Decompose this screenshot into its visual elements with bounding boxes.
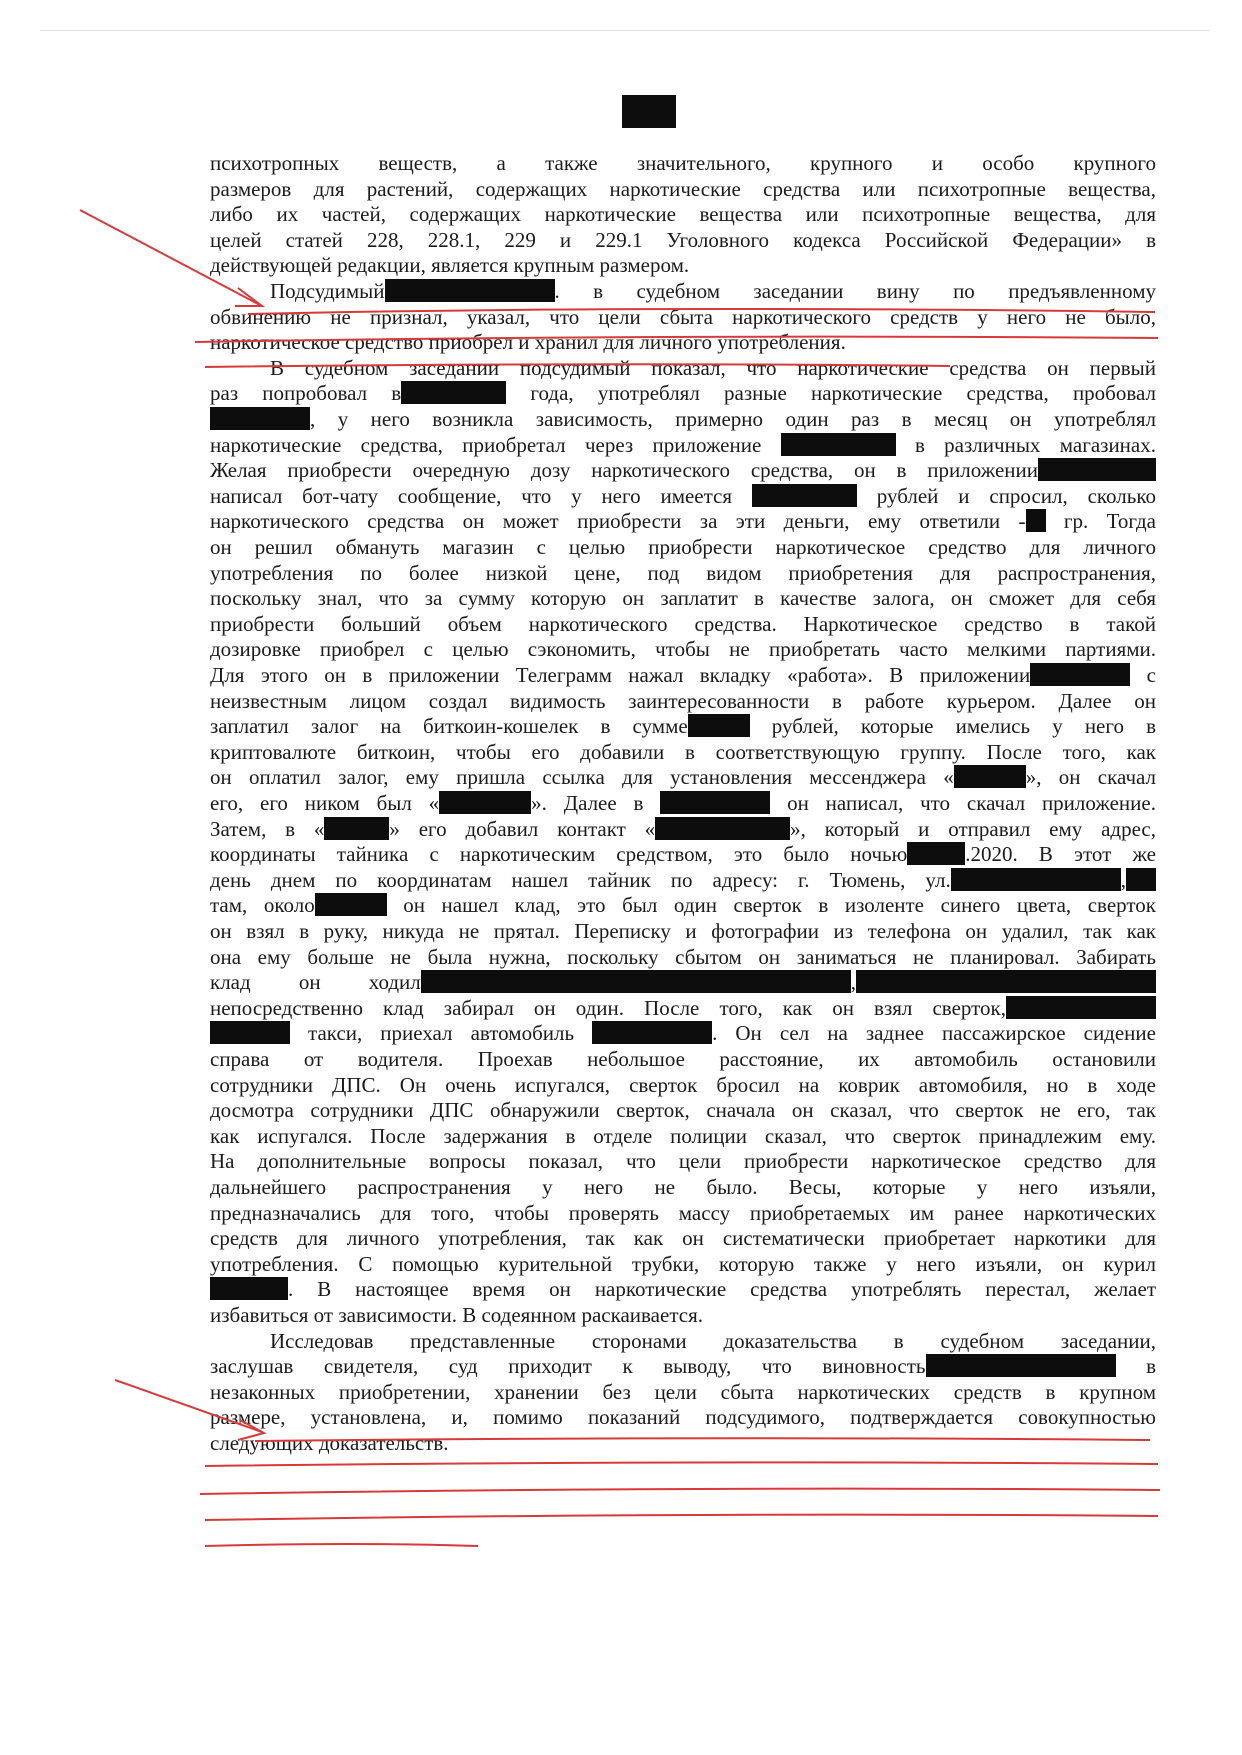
line-text: неизвестным лицом создал видимость заинтересованности в работе курьером. Далее он (210, 688, 1156, 713)
line-text: досмотра сотрудники ДПС обнаружили сверток, сначала он сказал, что сверток не его, так (210, 1098, 1156, 1123)
line-text: поскольку знал, что за сумму которую он заплатит в качестве залога, он сможет для себя (210, 586, 1156, 611)
line-text: Исследовав представленные сторонами доказательства в судебном заседании, (270, 1328, 1156, 1353)
line-text: Затем, в « (210, 816, 325, 841)
line-text: употребления по более низкой цене, под видом приобретения для распространения, (210, 560, 1156, 585)
line-text: В судебном заседании подсудимый показал, что наркотические средства он первый (270, 355, 1156, 380)
line-text: заслушав свидетеля, суд приходит к выводу, что виновность (210, 1354, 926, 1379)
annotation-arrow-2 (115, 1380, 262, 1432)
annotation-underline-2 (195, 337, 1158, 342)
line-text: Для этого он в приложении Телеграмм нажал вкладку «работа». В приложении (210, 663, 1031, 687)
line-text: средств для личного употребления, так как он систематически приобретает наркотики для (210, 1226, 1156, 1251)
line-text: справа от водителя. Проехав небольшое расстояние, их автомобиль остановили (210, 1047, 1156, 1071)
line-text: он написал, что скачал приложение. (770, 791, 1156, 815)
line-text: клад он ходил (210, 970, 421, 995)
line-text: . В настоящее время он наркотические средства употреблять перестал, желает (288, 1277, 1156, 1302)
annotation-underline-3 (205, 364, 950, 367)
line-text: незаконных приобретении, хранении без цели сбыта наркотических средств в крупном (210, 1379, 1156, 1404)
line-text: рублей, которые имелись у него в (749, 714, 1156, 739)
annotation-underline-7 (205, 1515, 1158, 1520)
annotation-arrow-1 (80, 210, 260, 305)
line-text: избавиться от зависимости. В содеянном раскаивается. (210, 1303, 703, 1327)
line-text: он решил обмануть магазин с целью приобрести наркотическое средство для личного (210, 535, 1156, 559)
line-text: предназначались для того, чтобы проверять массу приобретаемых им ранее наркотических (210, 1200, 1156, 1225)
line-text: в различных магазинах. (895, 432, 1156, 457)
line-text: Желая приобрести очередную дозу наркотического средства, он в приложении (210, 458, 1038, 483)
line-text: » его добавил контакт « (389, 816, 656, 841)
line-text: приобрести больший объем наркотического средства. Наркотическое средство в такой (210, 611, 1156, 636)
line-text: , (1120, 867, 1126, 892)
annotation-arrowhead-1 (235, 288, 262, 306)
line-text: . Он сел на заднее пассажирское сидение (712, 1021, 1156, 1046)
line-text: как испугался. После задержания в отделе полиции сказал, что сверток принадлежим ему. (210, 1123, 1156, 1148)
line-text: его, его ником был « (210, 791, 440, 815)
line-text: , (850, 970, 856, 995)
line-text: там, около (210, 893, 315, 918)
line-text: дозировке приобрел с целью сэкономить, чтобы не приобретать часто мелкими партиями. (210, 637, 1156, 662)
line-text: день днем по координатам нашел тайник по адресу: г. Тюмень, ул. (210, 867, 951, 892)
annotation-arrowhead-2 (238, 1420, 264, 1440)
line-text: она ему больше не была нужна, поскольку сбытом он заниматься не планировал. Забирать (210, 944, 1156, 969)
line-text: гр. Тогда (1045, 509, 1156, 534)
line-text: координаты тайника с наркотическим средством, это было ночью (210, 842, 908, 867)
line-text: написал бот-чату сообщение, что у него имеется (210, 483, 752, 508)
line-text: наркотическое средство приобрел и хранил для личного употребления. (210, 330, 846, 355)
line-text: дальнейшего распространения у него не было. Весы, которые у него изъяли, (210, 1175, 1156, 1199)
line-text: , у него возникла зависимость, примерно один раз в месяц он употреблял (310, 407, 1156, 431)
annotation-underline-4 (255, 1438, 1150, 1441)
line-text: На дополнительные вопросы показал, что цели приобрести наркотическое средство для (210, 1149, 1156, 1174)
line-text: наркотического средства он может приобрести за эти деньги, ему ответили - (210, 509, 1026, 534)
line-text: следующих доказательств. (210, 1431, 449, 1455)
line-text: года, употреблял разные наркотические средства, пробовал (506, 381, 1156, 406)
line-text: употребления. С помощью курительной трубки, которую также у него изъяли, он курил (210, 1251, 1156, 1276)
line-text: непосредственно клад забирал он один. После того, как он взял сверток, (210, 995, 1006, 1020)
line-text: раз попробовал в (210, 381, 402, 406)
line-text: с (1130, 663, 1156, 687)
line-text: он взял в руку, никуда не прятал. Переписку и фотографии из телефона он удалил, так как (210, 919, 1156, 943)
annotation-underline-5 (205, 1462, 1158, 1466)
line-text: в (1115, 1354, 1156, 1379)
line-text: », он скачал (1025, 765, 1156, 790)
line-text: рублей и спросил, сколько (856, 483, 1156, 508)
line-text: сотрудники ДПС. Он очень испугался, сверток бросил на коврик автомобиля, но в ходе (210, 1072, 1156, 1097)
line-text: обвинению не признал, указал, что цели сбыта наркотического средств у него не было, (210, 304, 1156, 329)
line-text: ». Далее в (531, 791, 661, 815)
line-text: Подсудимый (270, 279, 385, 303)
line-text: размере, установлена, и, помимо показаний подсудимого, подтверждается совокупностью (210, 1405, 1156, 1430)
line-text: такси, приехал автомобиль (290, 1021, 593, 1046)
line-text: », который и отправил ему адрес, (790, 816, 1157, 841)
line-text: . в судебном заседании вину по предъявленному (554, 279, 1156, 303)
line-text: размеров для растений, содержащих наркотические средства или психотропные вещества, (210, 176, 1156, 201)
annotation-underline-8 (205, 1544, 478, 1546)
line-text: наркотические средства, приобретал через приложение (210, 432, 781, 457)
line-text: он оплатил залог, ему пришла ссылка для установления мессенджера « (210, 765, 954, 790)
line-text: он нашел клад, это был один сверток в изоленте синего цвета, сверток (386, 893, 1157, 918)
annotation-underline-6 (200, 1489, 1160, 1494)
line-text: заплатил залог на биткоин-кошелек в сумме (210, 714, 688, 739)
line-text: либо их частей, содержащих наркотические вещества или психотропные вещества, для (210, 202, 1156, 227)
annotation-underline-1 (248, 309, 1155, 314)
line-text: целей статей 228, 228.1, 229 и 229.1 Уголовного кодекса Российской Федерации» в (210, 227, 1156, 252)
line-text: криптовалюте биткоин, чтобы его добавили в соответствующую группу. После того, как (210, 739, 1156, 764)
line-text: действующей редакции, является крупным размером. (210, 253, 690, 278)
line-text: психотропных веществ, а также значительного, крупного и особо крупного (210, 151, 1156, 175)
line-text: .2020. В этот же (965, 842, 1156, 867)
